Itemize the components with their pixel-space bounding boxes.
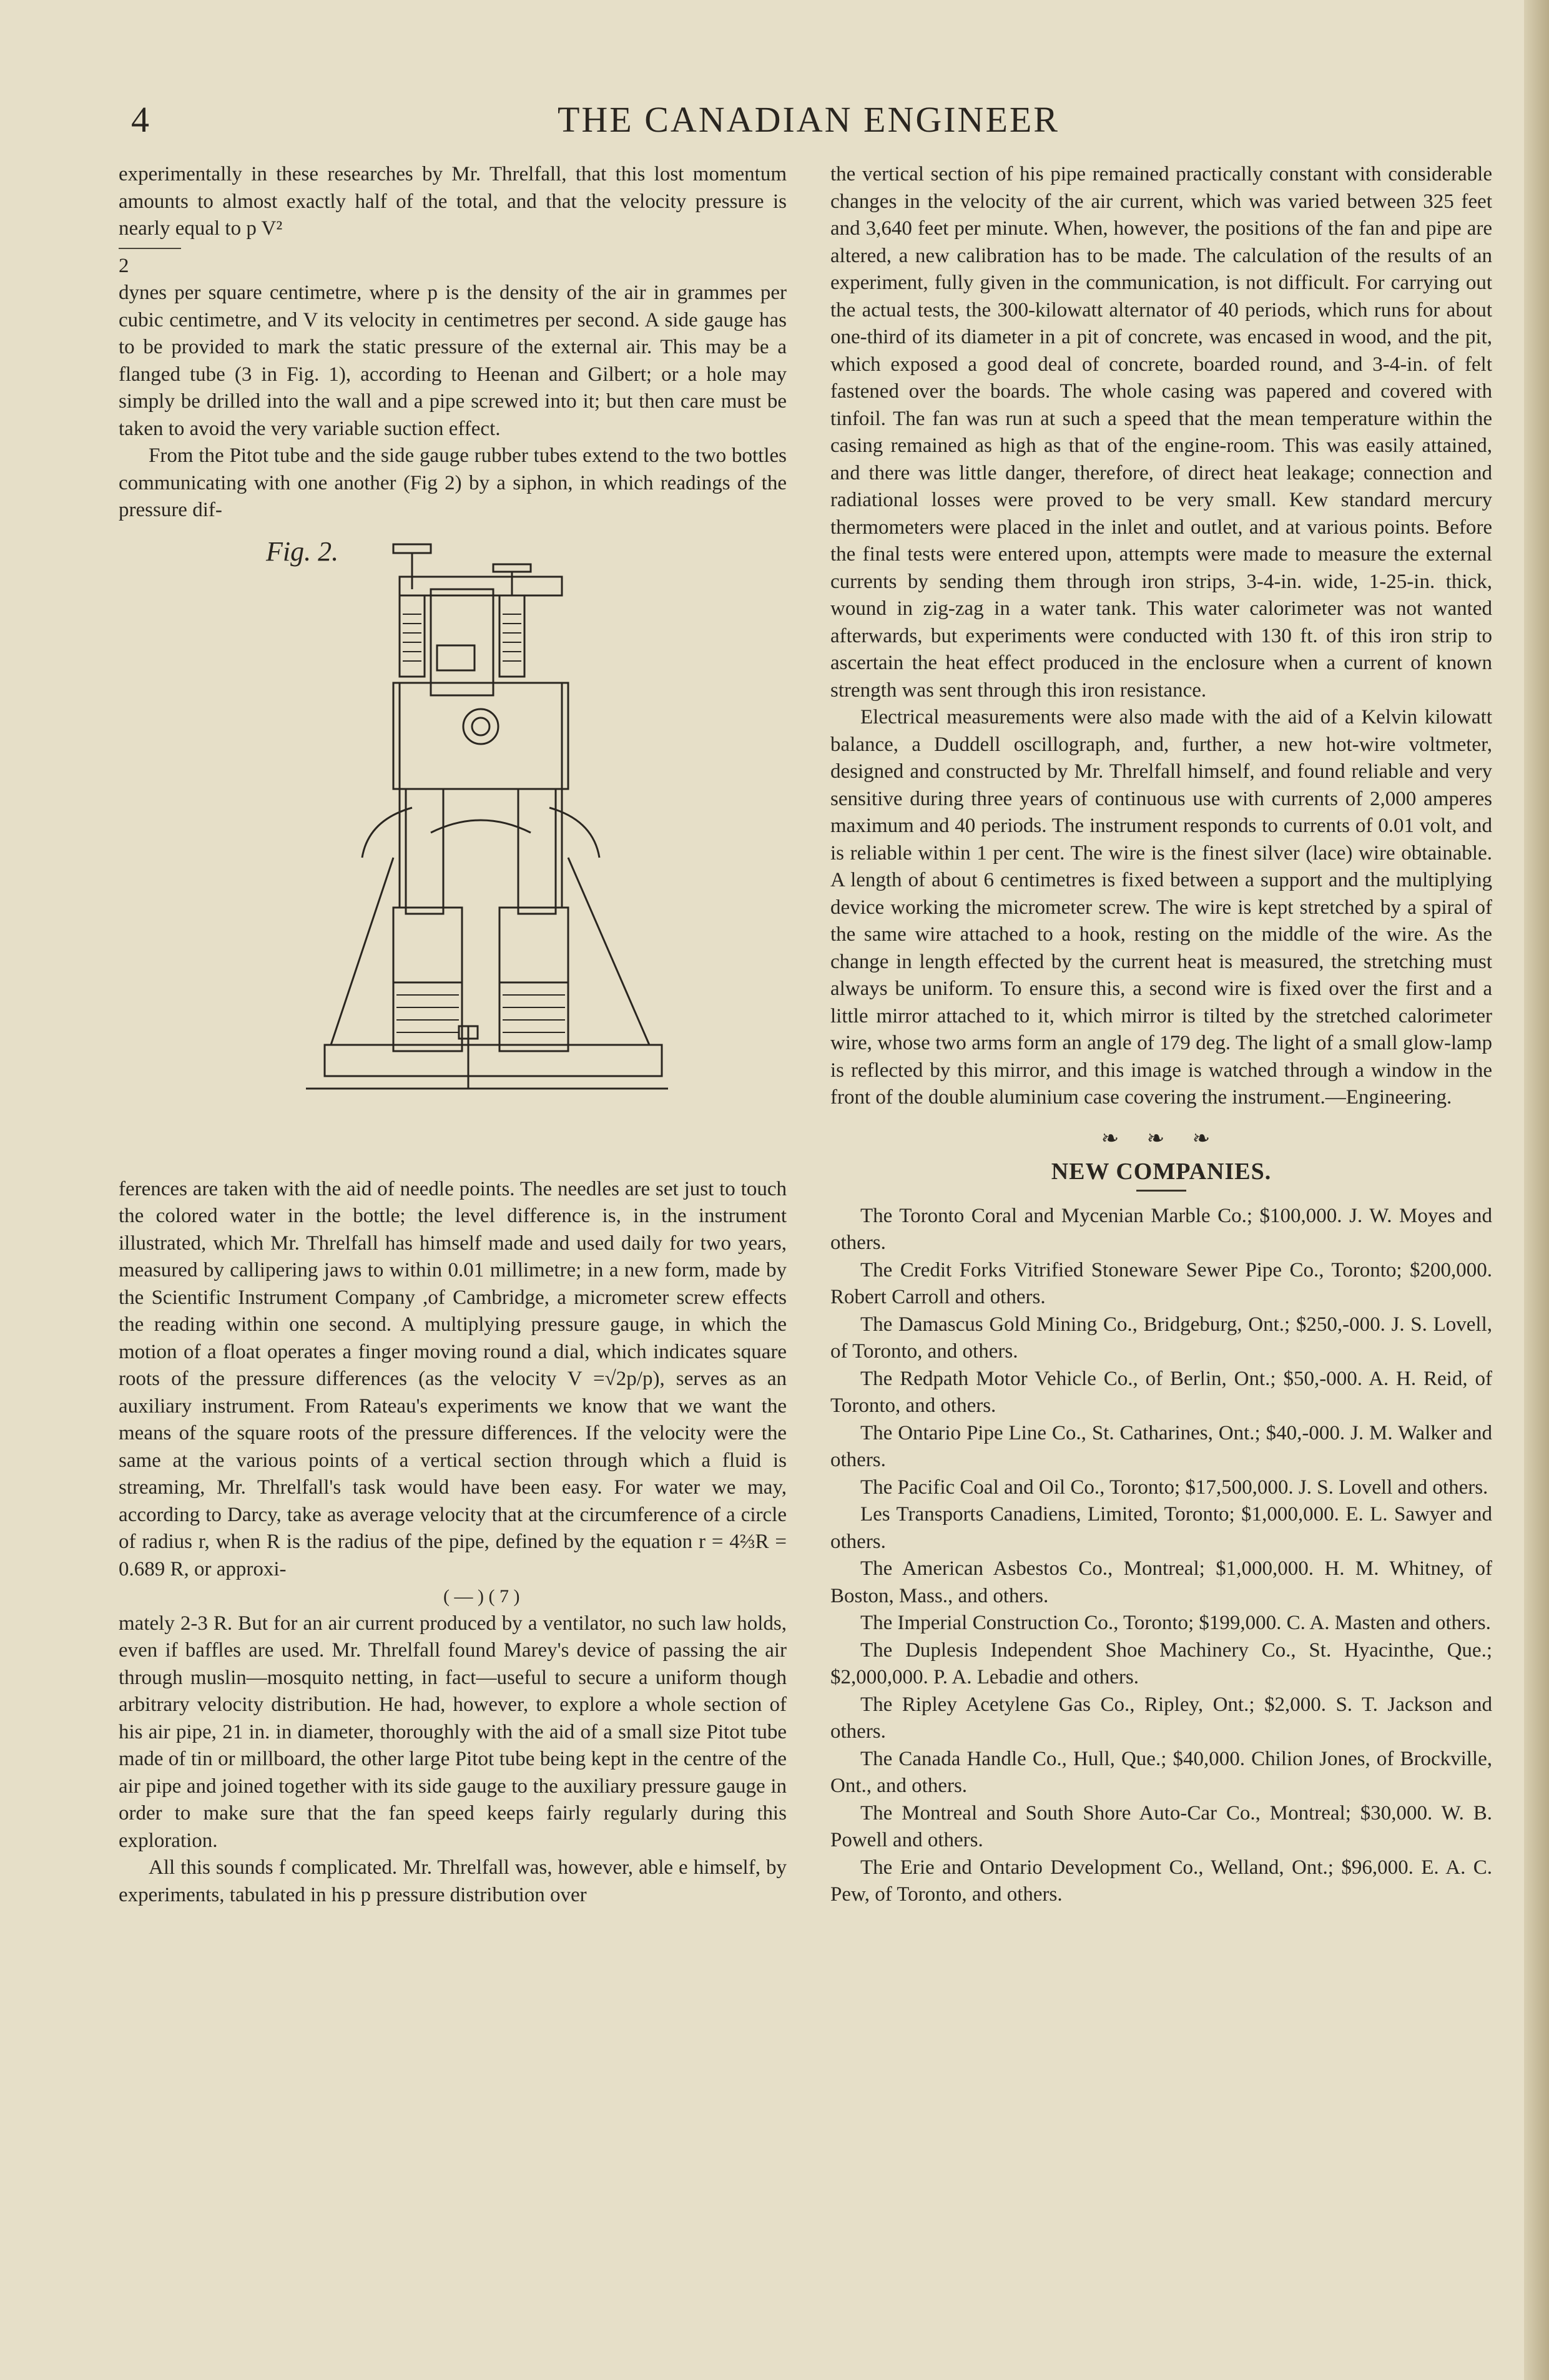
paragraph-5: mately 2-3 R. But for an air current produced by a ventilator, no such law holds, even if baffles are used. Mr. Threlfall found Marey's device of passing the air through muslin—mosquito netting, in fact—useful to secure a uniform though arbitrary velocity distribution. He had, however, to explore a whole section of his air pipe, 21 in. in diameter, thoroughly with the aid of a small size Pitot tube made of tin or millboard, the other large Pitot tube being kept in the centre of the air pipe and joined together with its side gauge to the auxiliary pressure gauge in order to make sure that the fan speed keeps fairly regularly during this exploration.: [119, 1612, 787, 1852]
company-entry: The Montreal and South Shore Auto-Car Co., Montreal; $30,000. W. B. Powell and others.: [830, 1801, 1492, 1851]
paragraph-2: dynes per square centimetre, where p is the density of the air in grammes per cubic centimetre, and V its velocity in centimetres per second. A side gauge has to be provided to mark the static pressure of the external air. This may be a flanged tube (3 in Fig. 1), according to Heenan and Gilbert; or a hole may simply be drilled into the wall and a pipe screwed into it; but then care must be taken to avoid the very variable suction effect.: [119, 282, 787, 440]
fraction-divisor: 2: [119, 254, 129, 277]
company-entry: The Toronto Coral and Mycenian Marble Co.; $100,000. J. W. Moyes and others.: [830, 1204, 1492, 1254]
paragraph-1: experimentally in these researches by Mr. Threlfall, that this lost momentum amounts to almost exactly half of the total, and that the velocity pressure is nearly equal to p V²: [119, 163, 787, 240]
right-column: [830, 161, 1492, 1909]
paragraph-6: All this sounds f complicated. Mr. Threlfall was, however, able e himself, by experiments, tabulated in his p pressure distribution over: [119, 1856, 787, 1906]
page-number: 4: [131, 99, 149, 140]
company-entry: The Duplesis Independent Shoe Machinery Co., St. Hyacinthe, Que.; $2,000,000. P. A. Lebadie and others.: [830, 1638, 1492, 1688]
paragraph-r1: the vertical section of his pipe remained practically constant with considerable changes in the velocity of the air current, which was varied between 325 feet and 3,640 feet per minute. When, however, the positions of the fan and pipe are altered, a new calibration has to be made. The calculation of the results of an experiment, fully given in the communication, is not difficult. For carrying out the actual tests, the 300-kilowatt alternator of 40 periods, which runs for about one-third of its diameter in a pit of concrete, was encased in wood, and the pit, which exposed a good deal of concrete, boarded round, and 3-4-in. of felt fastened over the boards. The whole casing was papered and covered with tinfoil. The fan was run at such a speed that the mean temperature within the casing remained as high as that of the engine-room. This was easily attained, and there was little danger, therefore, of direct heat leakage; connection and radiational losses were proved to be very small. Kew standard mercury thermometers were placed in the inlet and outlet, and at various points. Before the final tests were entered upon, attempts were made to measure the external currents by sending them through iron strips, 3-4-in. wide, 1-25-in. thick, wound in zig-zag in a water tank. This water calorimeter was not wanted afterwards, but experiments were conducted with 130 ft. of this iron strip to ascertain the heat effect produced in the enclosure when a current of known strength was sent through this iron resistance.: [830, 163, 1492, 702]
paragraph-4: ferences are taken with the aid of needle points. The needles are set just to touch the colored water in the bottle; the level difference is, in the instrument illustrated, which Mr. Threlfall has himself made and used daily for two years, measured by callipering jaws to within 0.01 millimetre; in a new form, made by the Scientific Instrument Company ,of Cambridge, a micrometer screw effects the reading within one second. A multiplying pressure gauge, in which the motion of a float operates a finger moving round a dial, which indicates square roots of the pressure differences (as the velocity V =√2p/p), serves as an auxiliary instrument. From Rateau's experiments we know that we want the means of the square roots of the pressure differences. If the velocity were the same at the various points of a vertical section through which a fluid is streaming, Mr. Threlfall's task would have been easy. For water we may, according to Darcy, take as average velocity that at the circumference of a circle of radius r, when R is the radius of the pipe, defined by the equation r = 4⅔R = 0.689 R, or approxi-: [119, 1177, 787, 1580]
page-header: [119, 94, 1498, 150]
fraction-rule: [119, 248, 181, 249]
equation-fraction: ( — ) ( 7 ): [443, 1586, 520, 1607]
company-entry: The Canada Handle Co., Hull, Que.; $40,000. Chilion Jones, of Brockville, Ont., and others.: [830, 1747, 1492, 1797]
company-entry: The American Asbestos Co., Montreal; $1,000,000. H. M. Whitney, of Boston, Mass., and others.: [830, 1557, 1492, 1607]
page-edge: [1524, 0, 1549, 2380]
journal-title: THE CANADIAN ENGINEER: [557, 99, 1060, 140]
heading-rule: [1136, 1190, 1186, 1192]
figure-2: [119, 533, 787, 1170]
company-entry: The Ontario Pipe Line Co., St. Catharines, Ont.; $40,-000. J. M. Walker and others.: [830, 1421, 1492, 1471]
company-entry: The Ripley Acetylene Gas Co., Ripley, Ont.; $2,000. S. T. Jackson and others.: [830, 1693, 1492, 1743]
paragraph-3: From the Pitot tube and the side gauge rubber tubes extend to the two bottles communicating with one another (Fig 2) by a siphon, in which readings of the pressure dif-: [119, 444, 787, 521]
company-entry: The Redpath Motor Vehicle Co., of Berlin, Ont.; $50,-000. A. H. Reid, of Toronto, and others.: [830, 1367, 1492, 1417]
company-entry: The Credit Forks Vitrified Stoneware Sewer Pipe Co., Toronto; $200,000. Robert Carroll and others.: [830, 1258, 1492, 1308]
company-entry: Les Transports Canadiens, Limited, Toronto; $1,000,000. E. L. Sawyer and others.: [830, 1503, 1492, 1553]
figure-label: Fig. 2.: [266, 536, 339, 567]
pressure-gauge-illustration: [119, 533, 787, 1170]
section-ornament: ❧ ❧ ❧: [1101, 1127, 1222, 1150]
company-entry: The Pacific Coal and Oil Co., Toronto; $17,500,000. J. S. Lovell and others.: [860, 1476, 1488, 1499]
company-entry: The Erie and Ontario Development Co., Welland, Ont.; $96,000. E. A. C. Pew, of Toronto, and others.: [830, 1856, 1492, 1906]
left-column: [119, 161, 787, 1909]
section-heading: NEW COMPANIES.: [1051, 1158, 1272, 1185]
company-list: [830, 1203, 1492, 1909]
paragraph-r2: Electrical measurements were also made with the aid of a Kelvin kilowatt balance, a Duddell oscillograph, and, further, a new hot-wire voltmeter, designed and constructed by Mr. Threlfall himself, and found reliable and very sensitive during three years of continuous use with currents of 2,000 amperes maximum and 40 periods. The instrument responds to currents of 0.01 volt, and is reliable within 1 per cent. The wire is the finest silver (lace) wire obtainable. A length of about 6 centimetres is fixed between a support and the multiplying device working the micrometer screw. The wire is kept stretched by a spiral of the same wire attached to a hook, resting on the middle of the wire. As the change in length effected by the current heat is measured, the stretching must always be uniform. To ensure this, a second wire is fixed over the first and a little mirror attached to it, which mirror is tilted by the stretched calorimeter wire, whose two arms form an angle of 179 deg. The light of a small glow-lamp is reflected by this mirror, and this image is watched through a window in the front of the double aluminium case covering the instrument.—Engineering.: [830, 706, 1492, 1109]
company-entry: The Damascus Gold Mining Co., Bridgeburg, Ont.; $250,-000. J. S. Lovell, of Toronto, and others.: [830, 1313, 1492, 1363]
company-entry: The Imperial Construction Co., Toronto; $199,000. C. A. Masten and others.: [860, 1612, 1491, 1634]
